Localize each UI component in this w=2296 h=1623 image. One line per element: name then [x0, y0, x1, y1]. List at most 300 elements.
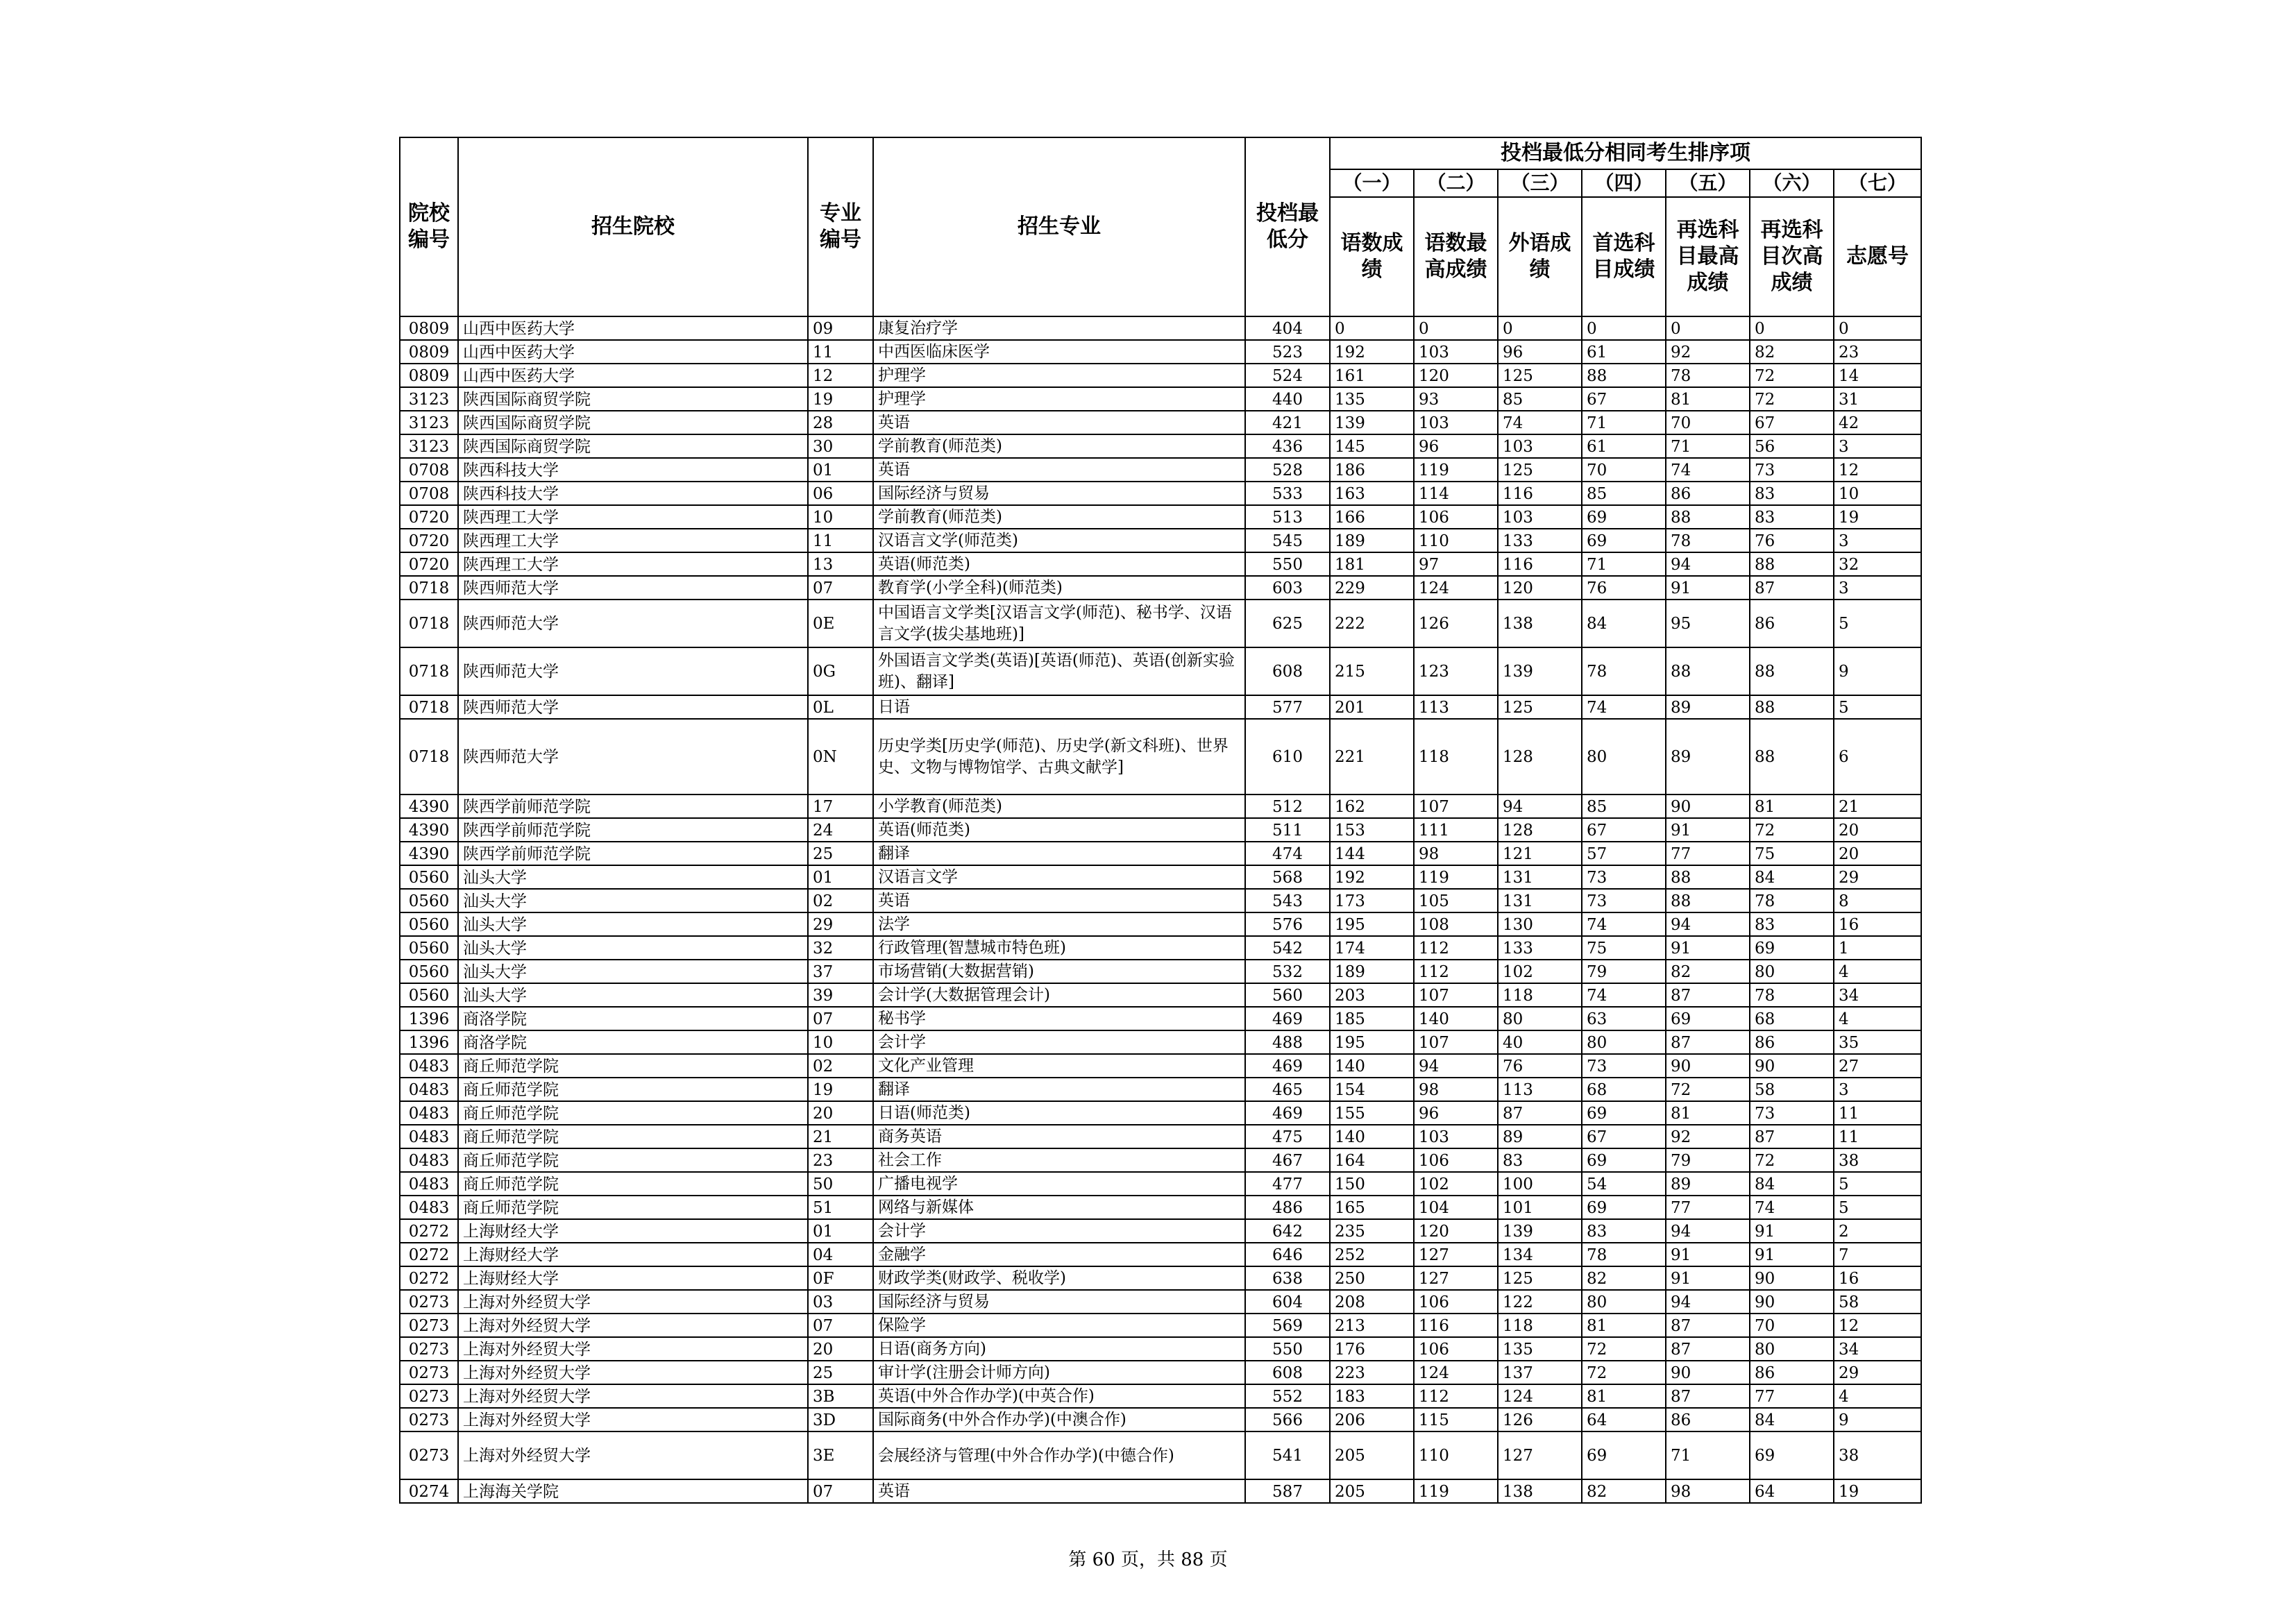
cell-rank-5: 94: [1666, 552, 1750, 576]
cell-min-score: 512: [1245, 794, 1330, 818]
cell-rank-3: 85: [1498, 387, 1582, 411]
cell-min-score: 524: [1245, 364, 1330, 387]
cell-school-code: 0483: [400, 1125, 458, 1148]
cell-major: 国际商务(中外合作办学)(中澳合作): [873, 1408, 1245, 1431]
cell-rank-6: 91: [1750, 1219, 1834, 1243]
cell-major: 保险学: [873, 1314, 1245, 1337]
cell-rank-1: 229: [1330, 576, 1414, 600]
cell-rank-1: 208: [1330, 1290, 1414, 1314]
cell-min-score: 604: [1245, 1290, 1330, 1314]
cell-rank-7: 12: [1834, 1314, 1921, 1337]
cell-school: 陕西师范大学: [458, 647, 808, 695]
table-row: [400, 1384, 1921, 1408]
table-row: [400, 364, 1921, 387]
cell-rank-4: 76: [1582, 576, 1666, 600]
cell-rank-5: 91: [1666, 1266, 1750, 1290]
cell-school-code: 0272: [400, 1266, 458, 1290]
cell-rank-3: 125: [1498, 364, 1582, 387]
cell-rank-5: 94: [1666, 1290, 1750, 1314]
cell-min-score: 577: [1245, 695, 1330, 719]
cell-min-score: 576: [1245, 912, 1330, 936]
cell-rank-7: 4: [1834, 1007, 1921, 1030]
cell-school: 陕西学前师范学院: [458, 794, 808, 818]
table-row: [400, 529, 1921, 552]
cell-rank-1: 223: [1330, 1361, 1414, 1384]
cell-major: 秘书学: [873, 1007, 1245, 1030]
table-row: [400, 434, 1921, 458]
cell-major-code: 13: [808, 552, 873, 576]
cell-school-code: 0483: [400, 1078, 458, 1101]
cell-major: 法学: [873, 912, 1245, 936]
cell-rank-6: 72: [1750, 364, 1834, 387]
cell-min-score: 486: [1245, 1196, 1330, 1219]
cell-major-code: 30: [808, 434, 873, 458]
cell-rank-1: 205: [1330, 1431, 1414, 1479]
cell-rank-1: 205: [1330, 1479, 1414, 1503]
cell-school: 陕西理工大学: [458, 529, 808, 552]
cell-rank-2: 103: [1414, 340, 1498, 364]
cell-rank-7: 35: [1834, 1030, 1921, 1054]
cell-rank-3: 120: [1498, 576, 1582, 600]
cell-major-code: 07: [808, 576, 873, 600]
cell-rank-6: 90: [1750, 1266, 1834, 1290]
cell-rank-5: 94: [1666, 912, 1750, 936]
table-row: [400, 865, 1921, 889]
header-sub-label: 首选科目成绩: [1582, 197, 1666, 316]
cell-rank-3: 134: [1498, 1243, 1582, 1266]
cell-major: 英语(师范类): [873, 552, 1245, 576]
cell-rank-1: 164: [1330, 1148, 1414, 1172]
cell-rank-4: 72: [1582, 1361, 1666, 1384]
cell-rank-6: 72: [1750, 818, 1834, 842]
cell-rank-6: 69: [1750, 1431, 1834, 1479]
table-row: [400, 1148, 1921, 1172]
cell-rank-7: 3: [1834, 576, 1921, 600]
cell-school-code: 4390: [400, 794, 458, 818]
cell-rank-3: 74: [1498, 411, 1582, 434]
cell-rank-1: 162: [1330, 794, 1414, 818]
table-row: [400, 600, 1921, 647]
cell-rank-6: 88: [1750, 552, 1834, 576]
cell-rank-4: 68: [1582, 1078, 1666, 1101]
cell-school: 陕西师范大学: [458, 695, 808, 719]
table-row: [400, 316, 1921, 340]
cell-major: 英语: [873, 1479, 1245, 1503]
cell-rank-4: 82: [1582, 1479, 1666, 1503]
cell-rank-6: 91: [1750, 1243, 1834, 1266]
cell-min-score: 511: [1245, 818, 1330, 842]
cell-rank-2: 120: [1414, 1219, 1498, 1243]
cell-school-code: 3123: [400, 387, 458, 411]
cell-rank-1: 150: [1330, 1172, 1414, 1196]
table-row: [400, 458, 1921, 482]
cell-school: 汕头大学: [458, 983, 808, 1007]
table-row: [400, 842, 1921, 865]
header-sub-label: 志愿号: [1834, 197, 1921, 316]
cell-rank-4: 83: [1582, 1219, 1666, 1243]
cell-rank-4: 73: [1582, 865, 1666, 889]
cell-min-score: 465: [1245, 1078, 1330, 1101]
admission-table-sheet: [399, 137, 1921, 1504]
cell-rank-5: 79: [1666, 1148, 1750, 1172]
cell-rank-3: 80: [1498, 1007, 1582, 1030]
cell-rank-3: 130: [1498, 912, 1582, 936]
table-row: [400, 1078, 1921, 1101]
cell-rank-5: 89: [1666, 695, 1750, 719]
header-sub-index: （七）: [1834, 169, 1921, 197]
cell-school: 陕西国际商贸学院: [458, 387, 808, 411]
cell-min-score: 642: [1245, 1219, 1330, 1243]
cell-major-code: 0L: [808, 695, 873, 719]
cell-major-code: 28: [808, 411, 873, 434]
cell-major: 会计学(大数据管理会计): [873, 983, 1245, 1007]
cell-rank-1: 155: [1330, 1101, 1414, 1125]
cell-rank-1: 203: [1330, 983, 1414, 1007]
cell-major-code: 25: [808, 1361, 873, 1384]
cell-school: 上海对外经贸大学: [458, 1361, 808, 1384]
cell-rank-5: 77: [1666, 842, 1750, 865]
cell-school-code: 0718: [400, 576, 458, 600]
cell-rank-6: 87: [1750, 1125, 1834, 1148]
cell-rank-1: 213: [1330, 1314, 1414, 1337]
table-row: [400, 719, 1921, 794]
cell-rank-1: 221: [1330, 719, 1414, 794]
cell-min-score: 638: [1245, 1266, 1330, 1290]
cell-rank-4: 54: [1582, 1172, 1666, 1196]
header-sub-index: （六）: [1750, 169, 1834, 197]
table-row: [400, 340, 1921, 364]
cell-school: 上海海关学院: [458, 1479, 808, 1503]
cell-min-score: 587: [1245, 1479, 1330, 1503]
header-min-score: 投档最低分: [1245, 137, 1330, 316]
cell-major-code: 50: [808, 1172, 873, 1196]
cell-major: 会展经济与管理(中外合作办学)(中德合作): [873, 1431, 1245, 1479]
cell-rank-7: 31: [1834, 387, 1921, 411]
cell-school-code: 0483: [400, 1101, 458, 1125]
cell-rank-7: 10: [1834, 482, 1921, 505]
cell-school-code: 0560: [400, 983, 458, 1007]
cell-rank-2: 103: [1414, 411, 1498, 434]
cell-rank-1: 144: [1330, 842, 1414, 865]
cell-rank-2: 93: [1414, 387, 1498, 411]
cell-rank-7: 5: [1834, 600, 1921, 647]
page-footer: 第 60 页，共 88 页: [1068, 1549, 1228, 1570]
cell-min-score: 467: [1245, 1148, 1330, 1172]
cell-major-code: 09: [808, 316, 873, 340]
cell-rank-7: 14: [1834, 364, 1921, 387]
cell-min-score: 608: [1245, 647, 1330, 695]
table-row: [400, 1196, 1921, 1219]
cell-rank-7: 8: [1834, 889, 1921, 912]
cell-major-code: 11: [808, 340, 873, 364]
cell-school: 汕头大学: [458, 936, 808, 960]
cell-rank-5: 86: [1666, 482, 1750, 505]
cell-rank-5: 89: [1666, 719, 1750, 794]
cell-major-code: 20: [808, 1101, 873, 1125]
cell-rank-6: 90: [1750, 1054, 1834, 1078]
cell-rank-3: 96: [1498, 340, 1582, 364]
cell-school: 汕头大学: [458, 912, 808, 936]
table-row: [400, 1172, 1921, 1196]
cell-rank-6: 86: [1750, 1030, 1834, 1054]
cell-rank-3: 118: [1498, 1314, 1582, 1337]
cell-rank-2: 107: [1414, 983, 1498, 1007]
cell-rank-3: 89: [1498, 1125, 1582, 1148]
cell-rank-4: 0: [1582, 316, 1666, 340]
cell-rank-3: 76: [1498, 1054, 1582, 1078]
table-row: [400, 1219, 1921, 1243]
cell-rank-2: 127: [1414, 1266, 1498, 1290]
cell-rank-6: 81: [1750, 794, 1834, 818]
cell-min-score: 543: [1245, 889, 1330, 912]
cell-school-code: 0718: [400, 647, 458, 695]
cell-school-code: 0483: [400, 1054, 458, 1078]
cell-rank-1: 183: [1330, 1384, 1414, 1408]
cell-rank-1: 195: [1330, 1030, 1414, 1054]
cell-rank-5: 98: [1666, 1479, 1750, 1503]
cell-rank-6: 83: [1750, 482, 1834, 505]
cell-rank-7: 19: [1834, 1479, 1921, 1503]
cell-major: 国际经济与贸易: [873, 482, 1245, 505]
cell-rank-5: 86: [1666, 1408, 1750, 1431]
cell-school: 陕西师范大学: [458, 576, 808, 600]
cell-school-code: 0273: [400, 1408, 458, 1431]
cell-rank-3: 126: [1498, 1408, 1582, 1431]
cell-school: 上海对外经贸大学: [458, 1337, 808, 1361]
cell-major-code: 3D: [808, 1408, 873, 1431]
cell-rank-4: 67: [1582, 1125, 1666, 1148]
header-sub-label: 语数成绩: [1330, 197, 1414, 316]
cell-rank-3: 121: [1498, 842, 1582, 865]
cell-rank-1: 192: [1330, 340, 1414, 364]
header-sub-label: 外语成绩: [1498, 197, 1582, 316]
cell-rank-6: 78: [1750, 983, 1834, 1007]
cell-rank-3: 127: [1498, 1431, 1582, 1479]
cell-rank-2: 96: [1414, 1101, 1498, 1125]
cell-rank-3: 0: [1498, 316, 1582, 340]
cell-major: 英语: [873, 458, 1245, 482]
cell-rank-3: 133: [1498, 936, 1582, 960]
cell-rank-1: 176: [1330, 1337, 1414, 1361]
cell-rank-7: 7: [1834, 1243, 1921, 1266]
cell-rank-1: 186: [1330, 458, 1414, 482]
cell-rank-3: 128: [1498, 818, 1582, 842]
cell-major: 英语(师范类): [873, 818, 1245, 842]
cell-rank-5: 91: [1666, 818, 1750, 842]
cell-school: 商丘师范学院: [458, 1101, 808, 1125]
cell-school-code: 0708: [400, 482, 458, 505]
cell-rank-6: 76: [1750, 529, 1834, 552]
cell-rank-5: 94: [1666, 1219, 1750, 1243]
cell-rank-5: 71: [1666, 434, 1750, 458]
cell-major-code: 24: [808, 818, 873, 842]
cell-rank-5: 88: [1666, 865, 1750, 889]
cell-major-code: 07: [808, 1479, 873, 1503]
cell-school-code: 0273: [400, 1314, 458, 1337]
cell-rank-6: 58: [1750, 1078, 1834, 1101]
cell-rank-4: 69: [1582, 1148, 1666, 1172]
cell-major: 外国语言文学类(英语)[英语(师范)、英语(创新实验班)、翻译]: [873, 647, 1245, 695]
cell-rank-3: 101: [1498, 1196, 1582, 1219]
cell-school-code: 0273: [400, 1361, 458, 1384]
cell-school: 商洛学院: [458, 1007, 808, 1030]
cell-rank-2: 113: [1414, 695, 1498, 719]
cell-major: 财政学类(财政学、税收学): [873, 1266, 1245, 1290]
cell-min-score: 474: [1245, 842, 1330, 865]
cell-major: 英语: [873, 411, 1245, 434]
cell-rank-5: 92: [1666, 1125, 1750, 1148]
cell-rank-5: 88: [1666, 889, 1750, 912]
cell-min-score: 532: [1245, 960, 1330, 983]
table-row: [400, 889, 1921, 912]
cell-school: 上海财经大学: [458, 1266, 808, 1290]
cell-rank-1: 174: [1330, 936, 1414, 960]
cell-rank-7: 3: [1834, 434, 1921, 458]
cell-rank-2: 140: [1414, 1007, 1498, 1030]
cell-school-code: 0272: [400, 1219, 458, 1243]
header-major: 招生专业: [873, 137, 1245, 316]
cell-rank-3: 103: [1498, 434, 1582, 458]
cell-major: 教育学(小学全科)(师范类): [873, 576, 1245, 600]
cell-rank-7: 3: [1834, 529, 1921, 552]
cell-rank-6: 74: [1750, 1196, 1834, 1219]
cell-rank-7: 20: [1834, 818, 1921, 842]
cell-major-code: 02: [808, 1054, 873, 1078]
cell-rank-3: 131: [1498, 889, 1582, 912]
cell-major-code: 3B: [808, 1384, 873, 1408]
cell-rank-5: 89: [1666, 1172, 1750, 1196]
cell-rank-6: 84: [1750, 865, 1834, 889]
cell-min-score: 552: [1245, 1384, 1330, 1408]
header-sub-index: （四）: [1582, 169, 1666, 197]
cell-rank-4: 69: [1582, 1101, 1666, 1125]
cell-rank-1: 189: [1330, 529, 1414, 552]
cell-rank-4: 61: [1582, 340, 1666, 364]
cell-rank-1: 139: [1330, 411, 1414, 434]
cell-rank-4: 73: [1582, 1054, 1666, 1078]
cell-major-code: 0E: [808, 600, 873, 647]
cell-rank-4: 74: [1582, 912, 1666, 936]
cell-major: 英语(中外合作办学)(中英合作): [873, 1384, 1245, 1408]
cell-major-code: 20: [808, 1337, 873, 1361]
cell-major-code: 0F: [808, 1266, 873, 1290]
cell-rank-7: 34: [1834, 983, 1921, 1007]
cell-min-score: 541: [1245, 1431, 1330, 1479]
table-row: [400, 794, 1921, 818]
cell-rank-7: 16: [1834, 1266, 1921, 1290]
table-row: [400, 505, 1921, 529]
cell-major: 小学教育(师范类): [873, 794, 1245, 818]
cell-min-score: 566: [1245, 1408, 1330, 1431]
cell-school-code: 0273: [400, 1290, 458, 1314]
cell-rank-7: 6: [1834, 719, 1921, 794]
cell-school-code: 0560: [400, 936, 458, 960]
table-header: [400, 137, 1921, 316]
cell-rank-5: 81: [1666, 387, 1750, 411]
cell-rank-6: 72: [1750, 387, 1834, 411]
table-row: [400, 1314, 1921, 1337]
cell-rank-7: 34: [1834, 1337, 1921, 1361]
cell-min-score: 603: [1245, 576, 1330, 600]
cell-rank-7: 29: [1834, 1361, 1921, 1384]
cell-rank-3: 100: [1498, 1172, 1582, 1196]
cell-major-code: 23: [808, 1148, 873, 1172]
cell-major-code: 0N: [808, 719, 873, 794]
cell-rank-4: 85: [1582, 794, 1666, 818]
cell-major-code: 01: [808, 865, 873, 889]
cell-rank-2: 110: [1414, 1431, 1498, 1479]
cell-major: 翻译: [873, 1078, 1245, 1101]
cell-school-code: 4390: [400, 818, 458, 842]
cell-rank-6: 73: [1750, 458, 1834, 482]
cell-min-score: 523: [1245, 340, 1330, 364]
cell-rank-5: 90: [1666, 1361, 1750, 1384]
cell-rank-4: 80: [1582, 1290, 1666, 1314]
cell-rank-7: 23: [1834, 340, 1921, 364]
cell-major-code: 37: [808, 960, 873, 983]
table-row: [400, 695, 1921, 719]
cell-rank-5: 78: [1666, 364, 1750, 387]
cell-rank-7: 32: [1834, 552, 1921, 576]
cell-rank-6: 80: [1750, 960, 1834, 983]
cell-rank-4: 67: [1582, 387, 1666, 411]
cell-rank-6: 68: [1750, 1007, 1834, 1030]
cell-rank-2: 97: [1414, 552, 1498, 576]
cell-rank-1: 222: [1330, 600, 1414, 647]
cell-major-code: 01: [808, 1219, 873, 1243]
cell-rank-6: 77: [1750, 1384, 1834, 1408]
cell-rank-1: 0: [1330, 316, 1414, 340]
cell-school: 商丘师范学院: [458, 1078, 808, 1101]
cell-rank-5: 70: [1666, 411, 1750, 434]
cell-rank-2: 108: [1414, 912, 1498, 936]
cell-min-score: 568: [1245, 865, 1330, 889]
cell-rank-4: 69: [1582, 529, 1666, 552]
cell-rank-1: 153: [1330, 818, 1414, 842]
table-body: [400, 316, 1921, 1503]
cell-rank-5: 91: [1666, 576, 1750, 600]
header-sub-index: （二）: [1414, 169, 1498, 197]
cell-school: 陕西理工大学: [458, 552, 808, 576]
table-row: [400, 1243, 1921, 1266]
cell-min-score: 610: [1245, 719, 1330, 794]
cell-school: 上海对外经贸大学: [458, 1408, 808, 1431]
cell-major-code: 06: [808, 482, 873, 505]
cell-rank-7: 4: [1834, 1384, 1921, 1408]
cell-rank-5: 78: [1666, 529, 1750, 552]
cell-school-code: 0708: [400, 458, 458, 482]
cell-rank-1: 181: [1330, 552, 1414, 576]
cell-rank-3: 125: [1498, 458, 1582, 482]
cell-school: 山西中医药大学: [458, 316, 808, 340]
cell-rank-2: 112: [1414, 1384, 1498, 1408]
cell-rank-7: 21: [1834, 794, 1921, 818]
cell-rank-6: 75: [1750, 842, 1834, 865]
cell-major: 社会工作: [873, 1148, 1245, 1172]
cell-rank-7: 9: [1834, 647, 1921, 695]
cell-rank-4: 70: [1582, 458, 1666, 482]
cell-rank-1: 215: [1330, 647, 1414, 695]
table-row: [400, 1479, 1921, 1503]
cell-min-score: 560: [1245, 983, 1330, 1007]
cell-major-code: 11: [808, 529, 873, 552]
cell-rank-1: 201: [1330, 695, 1414, 719]
cell-min-score: 625: [1245, 600, 1330, 647]
cell-major: 审计学(注册会计师方向): [873, 1361, 1245, 1384]
cell-school-code: 0274: [400, 1479, 458, 1503]
cell-rank-1: 140: [1330, 1054, 1414, 1078]
cell-school-code: 1396: [400, 1007, 458, 1030]
